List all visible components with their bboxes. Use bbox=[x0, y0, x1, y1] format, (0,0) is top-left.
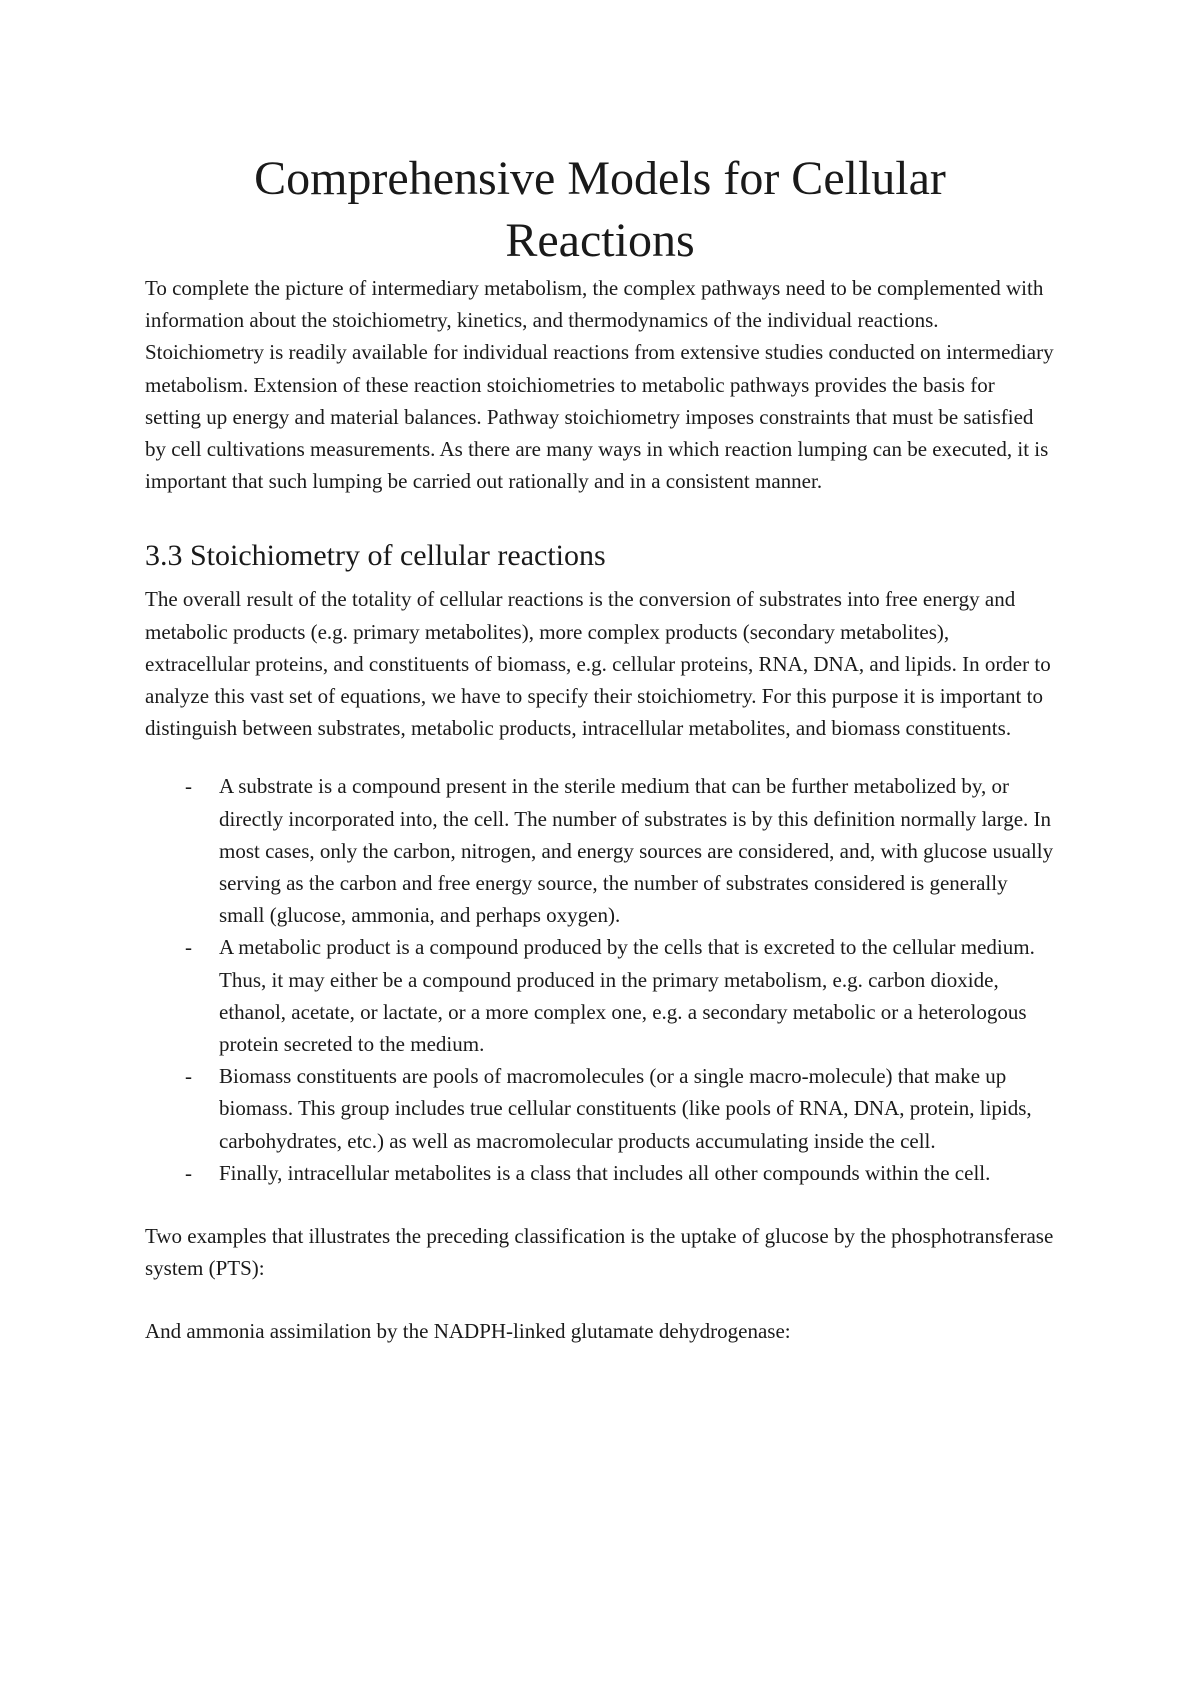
example-2-paragraph: And ammonia assimilation by the NADPH-linked glutamate dehydrogenase: bbox=[145, 1319, 791, 1344]
classification-list bbox=[145, 770, 1055, 1189]
list-item-text: Finally, intracellular metabolites is a class that includes all other compounds within the cell. bbox=[219, 1160, 991, 1185]
list-item bbox=[145, 770, 1055, 931]
bullet-dash: - bbox=[185, 1160, 192, 1185]
list-item bbox=[145, 1060, 1055, 1157]
list-item-text: A substrate is a compound present in the sterile medium that can be further metabolized by, or directly incorporated into, the cell. The number of substrates is by this definition normally large. In most cases, only the carbon, nitrogen, and energy sources are considered, and, with glucose usually serving as the carbon and free energy source, the number of substrates considered is generally small (glucose, ammonia, and perhaps oxygen). bbox=[219, 774, 1054, 928]
list-item bbox=[145, 1157, 1055, 1189]
example-1-paragraph: Two examples that illustrates the preceding classification is the uptake of glucose by the phosphotransferase system (PTS): bbox=[145, 1224, 1054, 1281]
section-heading: 3.3 Stoichiometry of cellular reactions bbox=[145, 539, 606, 573]
bullet-dash: - bbox=[185, 935, 192, 960]
list-item-text: Biomass constituents are pools of macromolecules (or a single macro-molecule) that make up biomass. This group includes true cellular constituents (like pools of RNA, DNA, protein, lipids, carbohydrates, etc.) as well as macromolecular products accumulating inside the cell. bbox=[219, 1064, 1032, 1153]
list-item bbox=[145, 931, 1055, 1060]
bullet-dash: - bbox=[185, 774, 192, 799]
list-item-text: A metabolic product is a compound produced by the cells that is excreted to the cellular medium. Thus, it may either be a compound produced in the primary metabolism, e.g. carbon dioxide, ethanol, acetate, or lactate, or a more complex one, e.g. a secondary metabolic or a heterologous protein secreted to the medium. bbox=[219, 935, 1035, 1057]
section-paragraph: The overall result of the totality of cellular reactions is the conversion of substrates into free energy and metabolic products (e.g. primary metabolites), more complex products (secondary metabolites), extracellular proteins, and constituents of biomass, e.g. cellular proteins, RNA, DNA, and lipids. In order to analyze this vast set of equations, we have to specify their stoichiometry. For this purpose it is important to distinguish between substrates, metabolic products, intracellular metabolites, and biomass constituents. bbox=[145, 587, 1051, 741]
bullet-dash: - bbox=[185, 1064, 192, 1089]
intro-paragraph: To complete the picture of intermediary metabolism, the complex pathways need to be complemented with information about the stoichiometry, kinetics, and thermodynamics of the individual reactions. Stoichiometry is readily available for individual reactions from extensive studies conducted on intermediary metabolism. Extension of these reaction stoichiometries to metabolic pathways provides the basis for setting up energy and material balances. Pathway stoichiometry imposes constraints that must be satisfied by cell cultivations measurements. As there are many ways in which reaction lumping can be executed, it is important that such lumping be carried out rationally and in a consistent manner. bbox=[145, 276, 1054, 494]
document-title: Comprehensive Models for Cellular Reactions bbox=[254, 152, 946, 267]
